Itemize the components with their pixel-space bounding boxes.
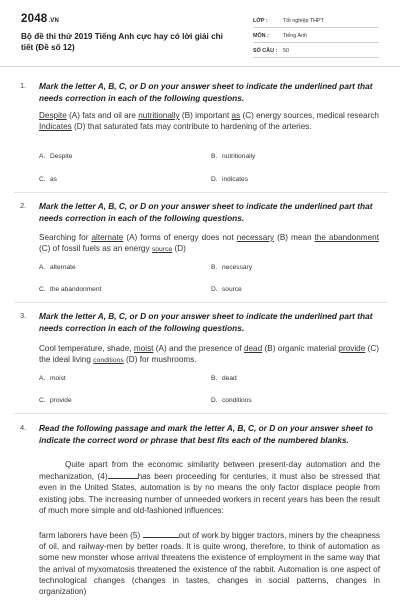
question-divider: [14, 302, 388, 303]
question-instruction: Read the following passage and mark the letter A, B, C, or D on your answer sheet to indicate the correct word or phrase that best fits each of the numbered blanks.: [39, 423, 373, 445]
option-d[interactable]: D. conditions: [211, 397, 252, 404]
document-title: Bộ đề thi thử 2019 Tiếng Anh cực hay có lời giải chi tiết (Đề số 12): [21, 32, 223, 52]
blank-4[interactable]: [108, 470, 138, 479]
option-d[interactable]: D. source: [211, 286, 242, 293]
blank-5[interactable]: [143, 529, 179, 538]
document-header: [0, 0, 400, 64]
question-instruction: Mark the letter A, B, C, or D on your answer sheet to indicate the underlined part that needs correction in each of the following questions.: [39, 201, 373, 223]
question-number: 4.: [20, 423, 27, 432]
option-c[interactable]: C. provide: [39, 397, 72, 404]
question-number: 2.: [20, 201, 27, 210]
option-d[interactable]: D. indicates: [211, 176, 249, 183]
meta-question-count: SỐ CÂU : 50: [253, 44, 379, 58]
question-text: Cool temperature, shade, moist (A) and the presence of dead (B) organic material provide (C) the ideal living conditions (D) for mushrooms.: [39, 344, 379, 364]
question-divider: [14, 192, 388, 193]
logo: 2048.VN: [21, 13, 59, 25]
passage-paragraph: farm laborers have been (5) out of work by bigger tractors, miners by the cheapness of oil, and railway-men by better roads. It is quite wrong, therefore, to think of automation as some new monster whose arrival threatens the existence of employment in the same way that the arrival of myxomatosis threatened the existence of the rabbit. Automation is one aspect of technological changes (changes in tastes, changes in social patterns, changes in organization): [39, 531, 380, 597]
meta-class: LỚP : Tốt nghiệp THPT: [253, 14, 379, 28]
question-instruction: Mark the letter A, B, C, or D on your answer sheet to indicate the underlined part that needs correction in each of the following questions.: [39, 81, 373, 103]
option-a[interactable]: A. Despite: [39, 153, 73, 160]
meta-subject: MÔN : Tiếng Anh: [253, 29, 379, 43]
passage-paragraph: Quite apart from the economic similarity between present-day automation and the mechanization, (4) has been proceeding for centuries, it must also be stressed that even in the United States, automation is by no means the only factor displace people from existing jobs. The increasing number of unneeded workers in recent years has been the result of much more simple and old-fashioned influences:: [39, 460, 380, 515]
option-a[interactable]: A. moist: [39, 375, 66, 382]
question-number: 1.: [20, 81, 27, 90]
question-divider: [14, 413, 388, 414]
header-divider: [0, 66, 400, 67]
question-text: Searching for alternate (A) forms of energy does not necessary (B) mean the abandonment (C) of fossil fuels as an energy source (D): [39, 233, 379, 253]
option-c[interactable]: C. as: [39, 176, 57, 183]
option-a[interactable]: A. alternate: [39, 264, 76, 271]
question-text: Despite (A) fats and oil are nutritionally (B) important as (C) energy sources, medical research Indicates (D) that saturated fats may contribute to hardening of the arteries.: [39, 111, 379, 131]
option-c[interactable]: C. the abandonment: [39, 286, 102, 293]
option-b[interactable]: B. dead: [211, 375, 237, 382]
question-instruction: Mark the letter A, B, C, or D on your answer sheet to indicate the underlined part that needs correction in each of the following questions.: [39, 311, 373, 333]
option-b[interactable]: B. nutritionally: [211, 153, 256, 160]
question-number: 3.: [20, 311, 27, 320]
option-b[interactable]: B. necessary: [211, 264, 253, 271]
